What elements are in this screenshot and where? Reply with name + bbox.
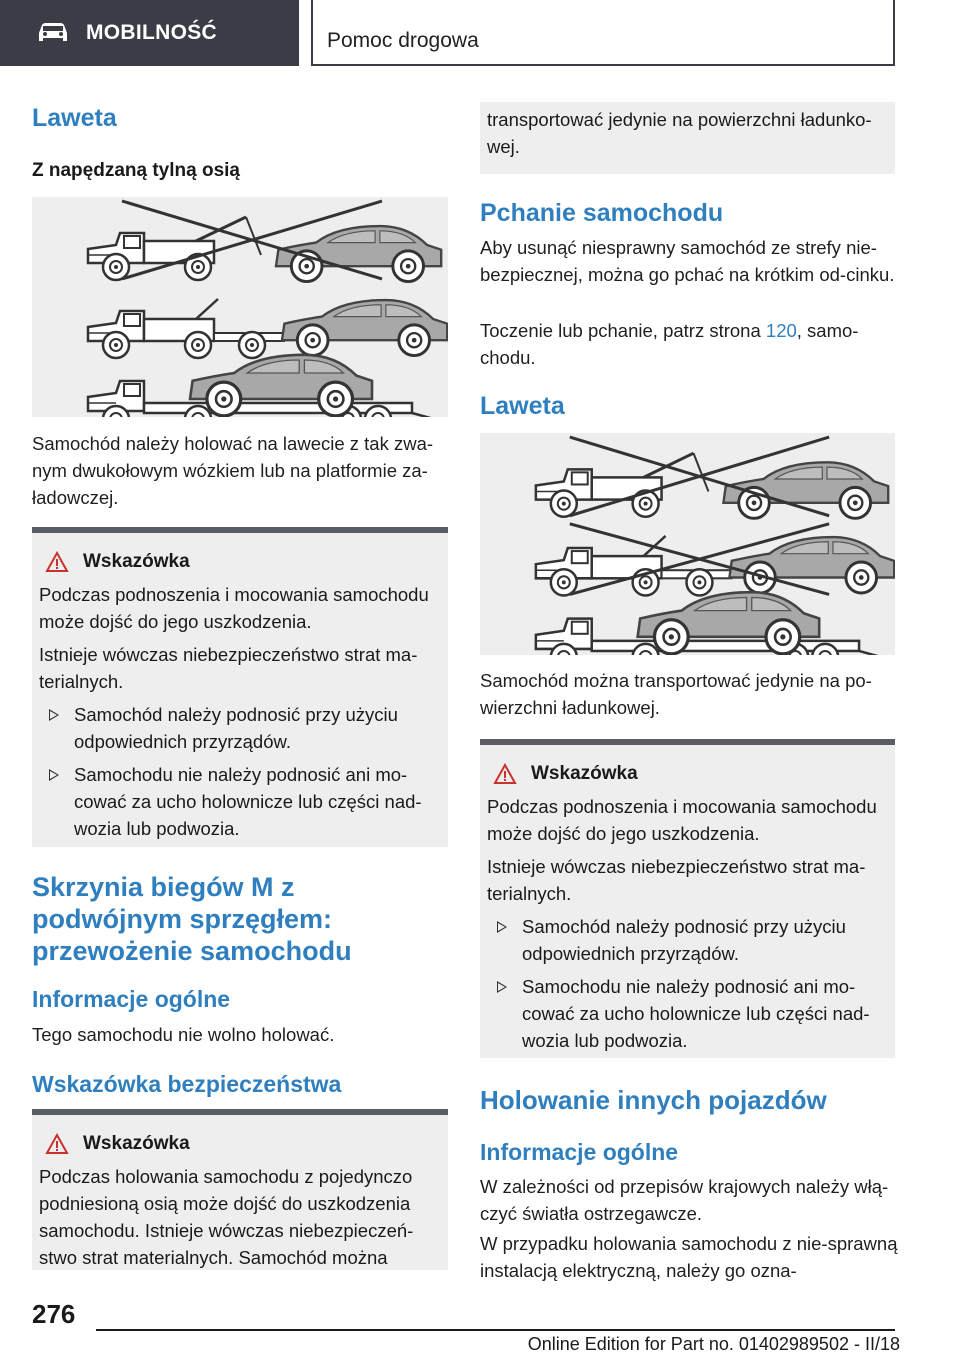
header-section-tab — [0, 0, 299, 66]
warning-triangle-icon — [45, 1133, 69, 1155]
tow-illustration — [32, 197, 448, 417]
heading-laweta-2: Laweta — [480, 392, 565, 420]
list-item: Samochód należy podnosić przy użyciu odpowiednich przyrządów. — [39, 701, 440, 755]
car-icon — [36, 21, 70, 45]
section-title: MOBILNOŚĆ — [86, 21, 218, 44]
header-chapter — [311, 0, 895, 66]
caption-2: Samochód można transportować jedynie na po-wierzchni ładunkowej. — [480, 670, 872, 718]
list-item: Samochód należy podnosić przy użyciu odpowiednich przyrządów. — [487, 913, 887, 967]
note-title: Wskazówka — [83, 1133, 190, 1154]
page-number: 276 — [32, 1299, 76, 1329]
page-link[interactable]: 120 — [765, 320, 797, 341]
heading-rear-axle: Z napędzaną tylną osią — [32, 160, 240, 181]
edition-text: Online Edition for Part no. 01402989502 - II/18 — [527, 1334, 900, 1354]
warning-triangle-icon — [493, 763, 517, 785]
bullet-triangle-icon — [49, 709, 59, 721]
heading-general-info: Informacje ogólne — [32, 986, 231, 1012]
chapter-title: Pomoc drogowa — [327, 29, 479, 52]
note-text: Podczas holowania samochodu z pojedynczo podniesioną osią może dojść do uszkodzenia samochodu. Istnieje wówczas niebezpieczeń-stwo strat materialnych. Samochód można — [39, 1166, 414, 1268]
bullet-triangle-icon — [497, 921, 507, 933]
general-info-text: Tego samochodu nie wolno holować. — [32, 1024, 335, 1045]
warning-note-1 — [32, 527, 448, 847]
heading-laweta: Laweta — [32, 104, 117, 132]
heading-safety: Wskazówka bezpieczeństwa — [32, 1071, 342, 1097]
pushing-text: Aby usunąć niesprawny samochód ze strefy nie-bezpiecznej, można go pchać na krótkim od-cinku. — [480, 237, 895, 285]
warning-note-continued — [480, 102, 895, 174]
caption-1: Samochód należy holować na lawecie z tak zwa-nym dwukołowym wózkiem lub na platformie za-ładowczej. — [32, 433, 434, 508]
heading-general-info-2: Informacje ogólne — [480, 1139, 679, 1165]
info-text-2: W przypadku holowania samochodu z nie-sprawną instalacją elektryczną, należy go ozna- — [480, 1233, 898, 1281]
heading-towing-others: Holowanie innych pojazdów — [480, 1085, 827, 1115]
bullet-triangle-icon — [497, 981, 507, 993]
note-text: Istnieje wówczas niebezpieczeństwo strat ma-terialnych. — [39, 644, 418, 692]
warning-note-3 — [480, 739, 895, 1058]
note-text: transportować jedynie na powierzchni ładunko-wej. — [487, 109, 872, 157]
list-item: Samochodu nie należy podnosić ani mo-cować za ucho holownicze lub części nad-wozia lub podwozia. — [487, 973, 887, 1054]
note-title: Wskazówka — [83, 551, 190, 572]
info-text-1: W zależności od przepisów krajowych należy włą-czyć światła ostrzegawcze. — [480, 1176, 889, 1224]
list-item: Samochodu nie należy podnosić ani mo-cować za ucho holownicze lub części nad-wozia lub podwozia. — [39, 761, 440, 842]
note-text: Istnieje wówczas niebezpieczeństwo strat ma-terialnych. — [487, 856, 866, 904]
warning-note-2 — [32, 1109, 448, 1270]
bullet-triangle-icon — [49, 769, 59, 781]
rolling-text: Toczenie lub pchanie, patrz strona 120, samo-chodu. — [480, 320, 859, 368]
note-text: Podczas podnoszenia i mocowania samochodu może dojść do jego uszkodzenia. — [39, 584, 429, 632]
tow-illustration — [480, 433, 895, 655]
note-text: Podczas podnoszenia i mocowania samochodu może dojść do jego uszkodzenia. — [487, 796, 877, 844]
footer-divider — [96, 1329, 895, 1331]
heading-transmission: Skrzynia biegów M z podwójnym sprzęgłem: przewożenie samochodu — [32, 872, 352, 966]
warning-triangle-icon — [45, 551, 69, 573]
note-title: Wskazówka — [531, 763, 638, 784]
heading-pushing: Pchanie samochodu — [480, 199, 724, 227]
